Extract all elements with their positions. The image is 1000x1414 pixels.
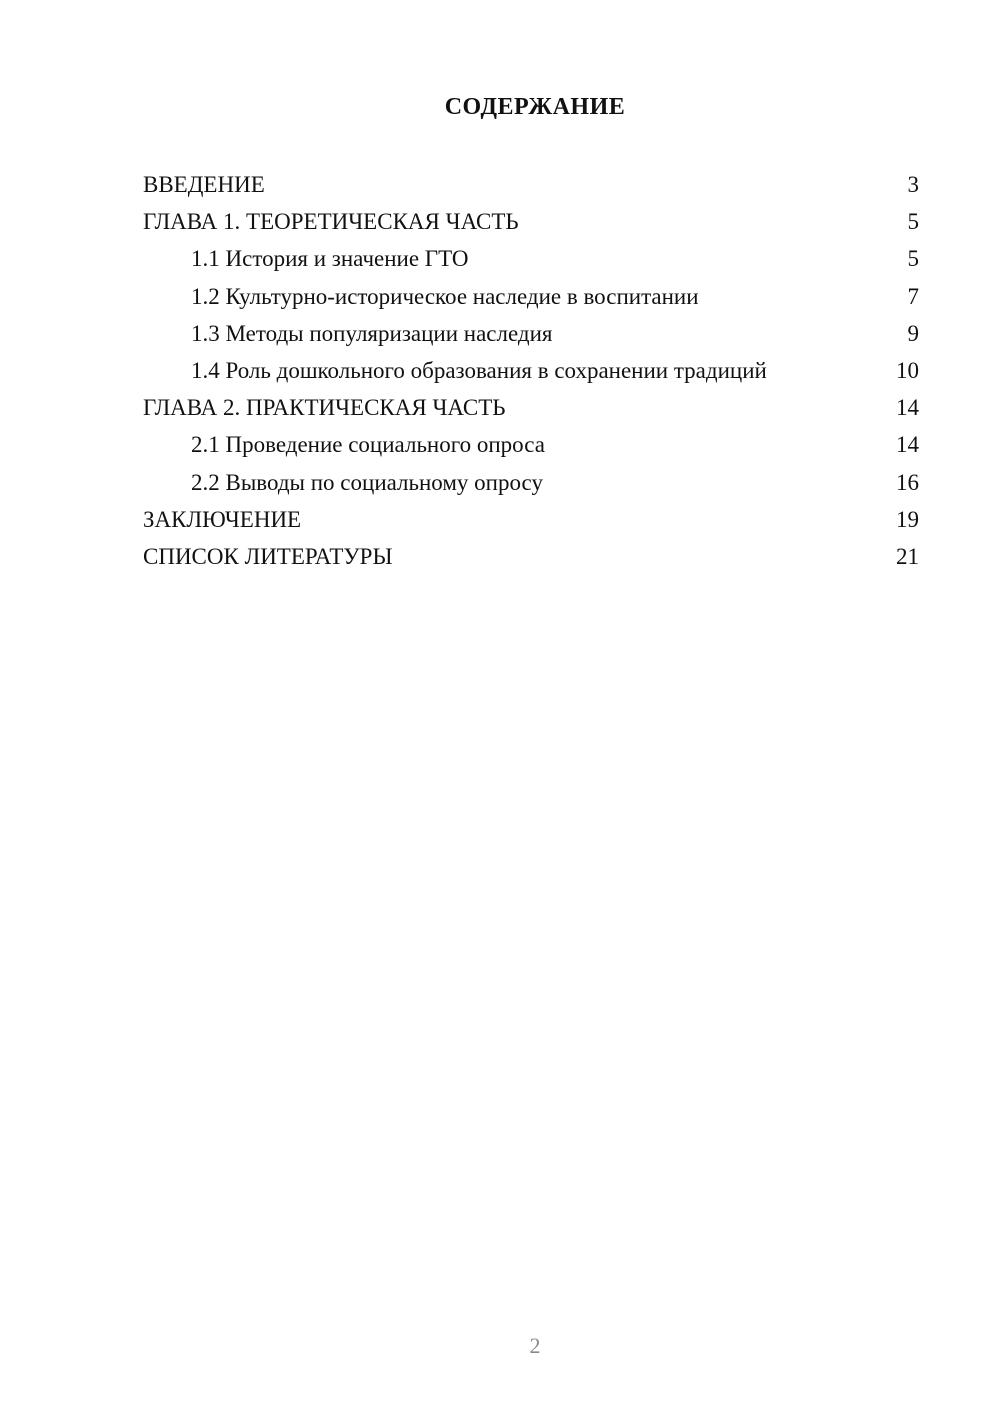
- toc-entry-page: 3: [907, 172, 919, 197]
- toc-entry-label: ГЛАВА 1. ТЕОРЕТИЧЕСКАЯ ЧАСТЬ: [143, 209, 519, 235]
- toc-entry-label: 1.1 История и значение ГТО: [191, 246, 469, 272]
- toc-entry-page: 7: [907, 283, 919, 309]
- toc-entry-section-1-4: [143, 352, 919, 389]
- toc-entry-label: 2.1 Проведение социального опроса: [191, 432, 545, 458]
- toc-entry-section-2-1: [143, 426, 919, 463]
- toc-entry-page: 16: [896, 469, 919, 495]
- toc-entry-section-1-2: [143, 278, 919, 315]
- toc-entry-label: 2.2 Выводы по социальному опросу: [191, 469, 543, 495]
- toc-entry-page: 10: [896, 357, 919, 383]
- toc-entry-conclusion: [143, 501, 919, 538]
- toc-entry-section-2-2: [143, 464, 919, 501]
- toc-entry-page: 5: [907, 209, 919, 235]
- toc-entry-page: 14: [896, 395, 919, 421]
- toc-entry-chapter-2: [143, 389, 919, 426]
- toc-entry-label: 1.4 Роль дошкольного образования в сохранении традиций: [191, 357, 767, 383]
- page-number: 2: [529, 1333, 541, 1358]
- toc-entry-section-1-3: [143, 315, 919, 352]
- toc-entry-page: 19: [896, 506, 919, 532]
- toc-entry-label: ЗАКЛЮЧЕНИЕ: [143, 506, 302, 532]
- toc-entry-label: ГЛАВА 2. ПРАКТИЧЕСКАЯ ЧАСТЬ: [143, 395, 506, 421]
- toc-entry-references: [143, 538, 919, 575]
- table-of-contents: [143, 166, 919, 575]
- toc-entry-introduction: [143, 166, 919, 203]
- page-title: СОДЕРЖАНИЕ: [444, 94, 626, 120]
- toc-entry-page: 21: [896, 543, 919, 569]
- toc-entry-page: 5: [907, 246, 919, 272]
- toc-entry-page: 9: [907, 320, 919, 346]
- toc-entry-label: 1.2 Культурно-историческое наследие в воспитании: [191, 283, 699, 309]
- toc-entry-chapter-1: [143, 203, 919, 240]
- toc-entry-label: 1.3 Методы популяризации наследия: [191, 320, 553, 346]
- toc-entry-section-1-1: [143, 240, 919, 277]
- toc-entry-label: ВВЕДЕНИЕ: [143, 172, 265, 197]
- toc-entry-label: СПИСОК ЛИТЕРАТУРЫ: [143, 543, 393, 569]
- toc-entry-page: 14: [896, 432, 919, 458]
